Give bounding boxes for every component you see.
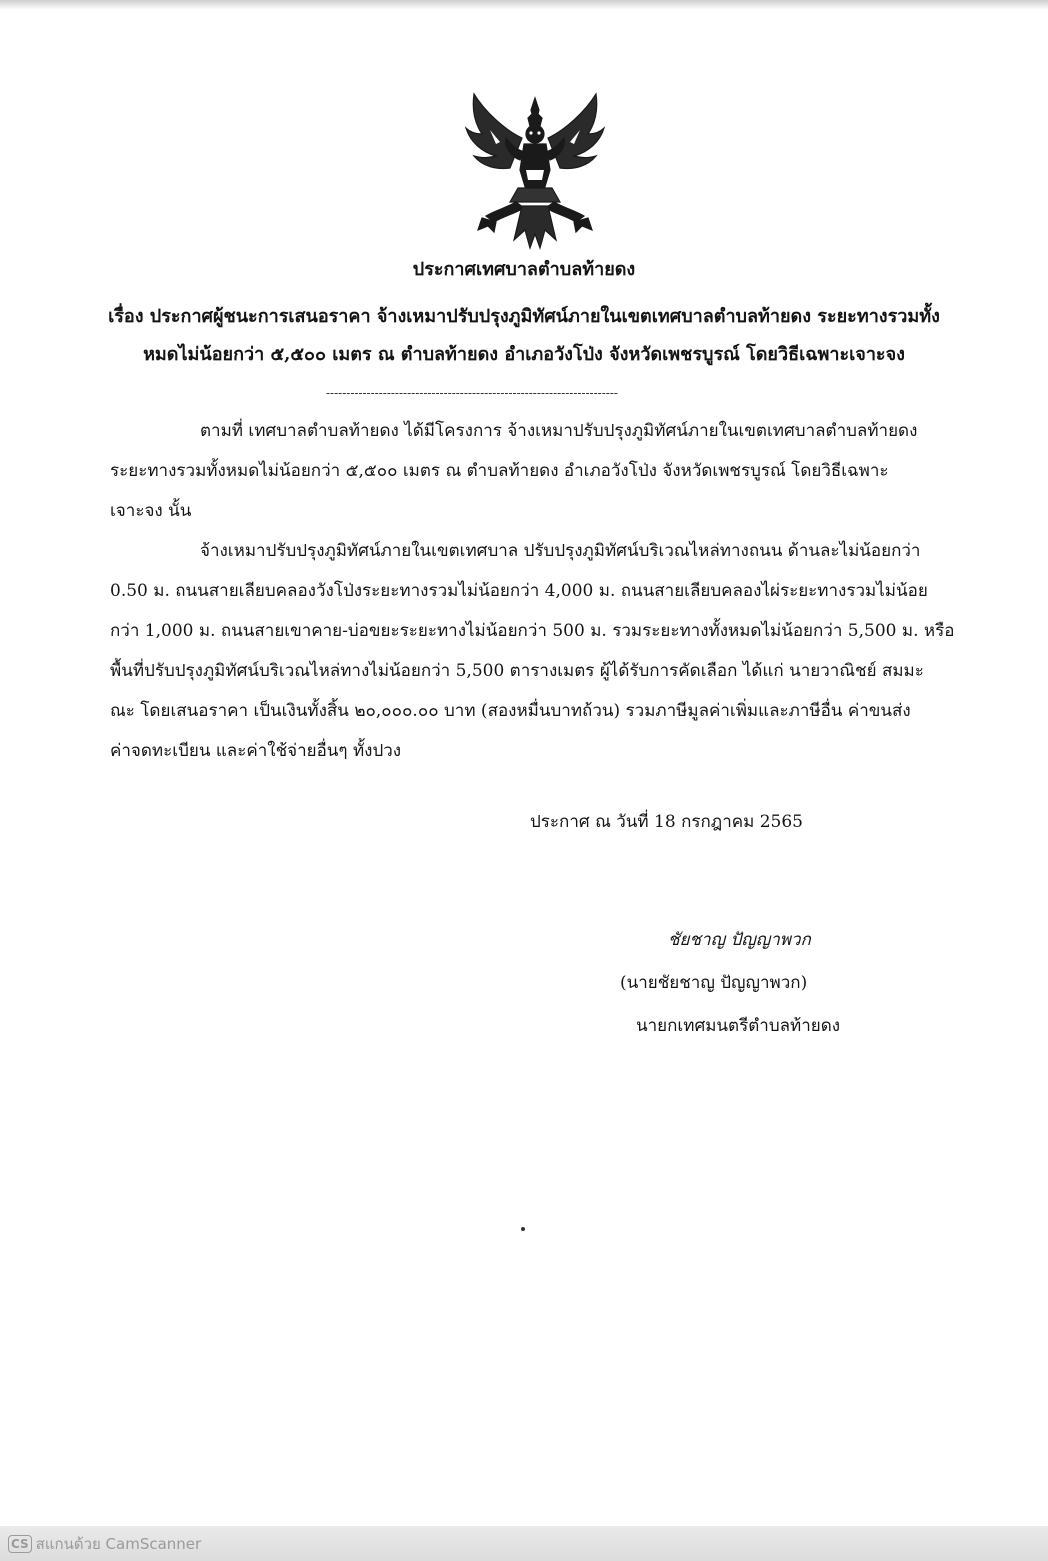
document-subject xyxy=(70,298,978,374)
paragraph-details xyxy=(110,531,980,771)
subject-line: หมดไม่น้อยกว่า ๕,๕๐๐ เมตร ณ ตำบลท้ายดง อำเภอวังโป่ง จังหวัดเพชรบูรณ์ โดยวิธีเฉพาะเจาะจง xyxy=(143,344,905,365)
paragraph-line: เจาะจง นั้น xyxy=(110,501,192,521)
camscanner-label: สแกนด้วย CamScanner xyxy=(35,1535,202,1553)
scan-edge-shadow xyxy=(0,0,1048,10)
camscanner-logo-icon: CS xyxy=(8,1535,32,1553)
paragraph-line: 0.50 ม. ถนนสายเลียบคลองวังโป่งระยะทางรวมไม่น้อยกว่า 4,000 ม. ถนนสายเลียบคลองไผ่ระยะทางรวมไม่น้อย xyxy=(110,581,928,601)
garuda-emblem-icon xyxy=(460,90,610,255)
paragraph-line: ตามที่ เทศบาลตำบลท้ายดง ได้มีโครงการ จ้างเหมาปรับปรุงภูมิทัศน์ภายในเขตเทศบาลตำบลท้ายดง xyxy=(200,421,918,441)
divider: ------------------------------------------------------------------------ xyxy=(326,386,618,400)
paragraph-line: ค่าจดทะเบียน และค่าใช้จ่ายอื่นๆ ทั้งปวง xyxy=(110,741,402,761)
paragraph-line: พื้นที่ปรับปรุงภูมิทัศน์บริเวณไหล่ทางไม่น้อยกว่า 5,500 ตารางเมตร ผู้ได้รับการคัดเลือก ได้แก่ นายวาณิชย์ สมมะ xyxy=(110,661,924,681)
paragraph-line: กว่า 1,000 ม. ถนนสายเขาคาย-บ่อขยะระยะทางไม่น้อยกว่า 500 ม. รวมระยะทางทั้งหมดไม่น้อยกว่า 5,500 ม. หรือ xyxy=(110,621,955,641)
paragraph-line: ระยะทางรวมทั้งหมดไม่น้อยกว่า ๕,๕๐๐ เมตร ณ ตำบลท้ายดง อำเภอวังโป่ง จังหวัดเพชรบูรณ์ โดยวิธีเฉพาะ xyxy=(110,461,889,481)
paragraph-line: ณะ โดยเสนอราคา เป็นเงินทั้งสิ้น ๒๐,๐๐๐.๐๐ บาท (สองหมื่นบาทถ้วน) รวมภาษีมูลค่าเพิ่มและภาษีอื่น ค่าขนส่ง xyxy=(110,701,911,721)
scan-speck xyxy=(521,1227,525,1231)
announcement-date: ประกาศ ณ วันที่ 18 กรกฎาคม 2565 xyxy=(530,812,803,832)
paragraph-line: จ้างเหมาปรับปรุงภูมิทัศน์ภายในเขตเทศบาล ปรับปรุงภูมิทัศน์บริเวณไหล่ทางถนน ด้านละไม่น้อยกว่า xyxy=(200,541,921,561)
signatory-position: นายกเทศมนตรีตำบลท้ายดง xyxy=(636,1016,841,1036)
signature-handwritten: ชัยชาญ ปัญญาพวก xyxy=(668,930,811,950)
paragraph-intro xyxy=(110,411,970,531)
camscanner-watermark xyxy=(8,1532,201,1556)
subject-line: เรื่อง ประกาศผู้ชนะการเสนอราคา จ้างเหมาปรับปรุงภูมิทัศน์ภายในเขตเทศบาลตำบลท้ายดง ระยะทางรวมทั้ง xyxy=(108,306,940,327)
document-title: ประกาศเทศบาลตำบลท้ายดง xyxy=(412,259,636,280)
signatory-name: (นายชัยชาญ ปัญญาพวก) xyxy=(620,973,808,993)
